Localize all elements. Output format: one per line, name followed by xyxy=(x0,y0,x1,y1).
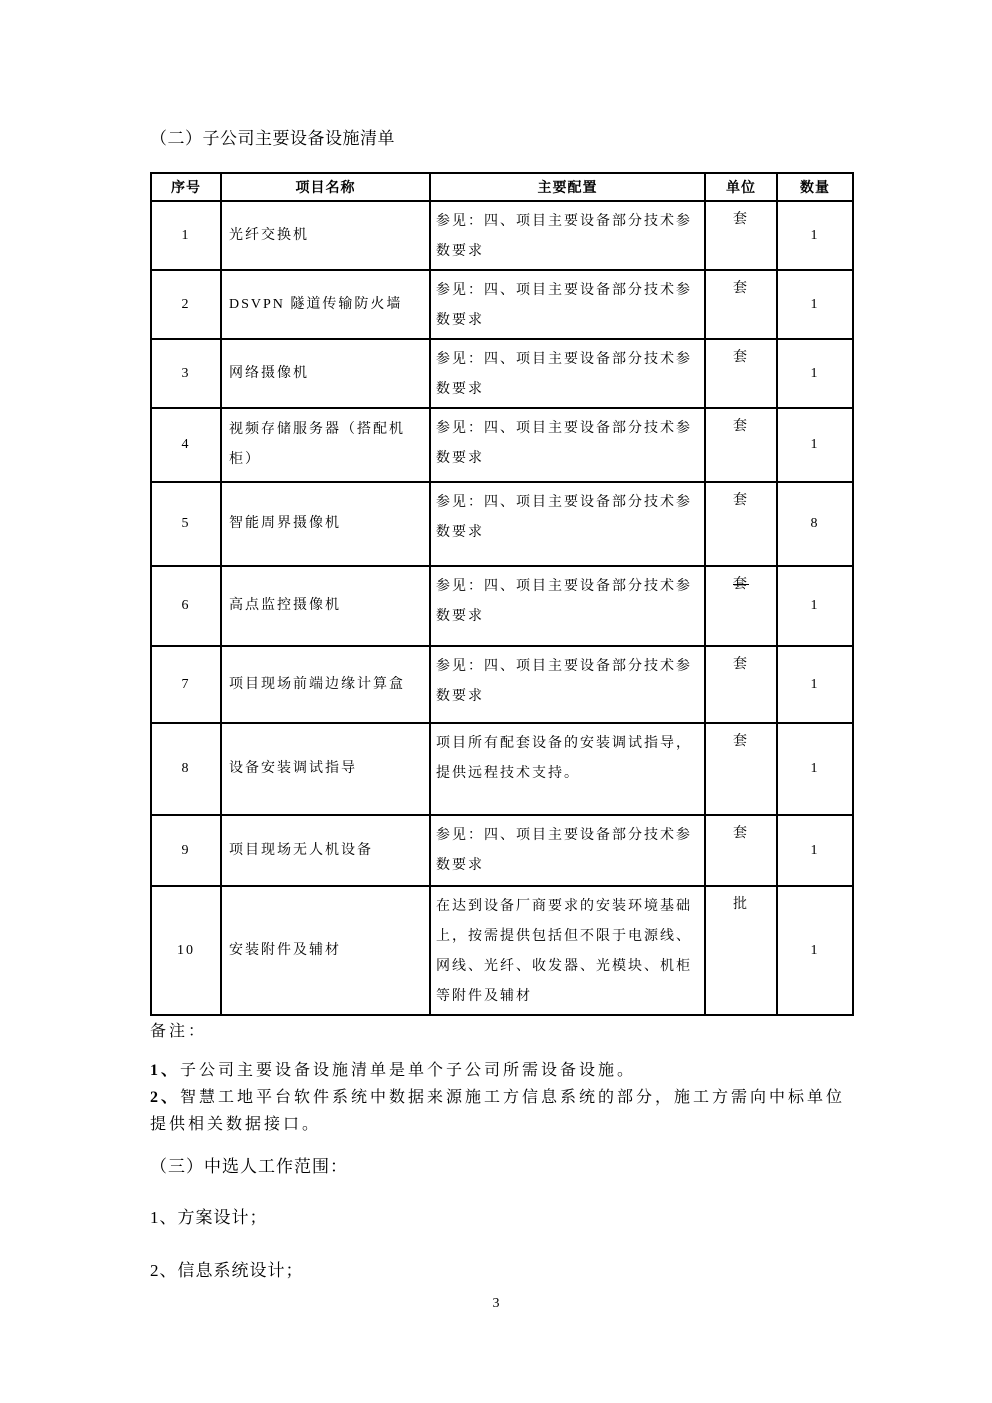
cell-main-config: 参见：四、项目主要设备部分技术参数要求 xyxy=(430,339,705,408)
note-number: 2、 xyxy=(150,1089,181,1106)
section-heading-scope: （三）中选人工作范围： xyxy=(150,1157,348,1176)
cell-item-name: 设备安装调试指导 xyxy=(221,723,430,815)
cell-item-name: 视频存储服务器（搭配机柜） xyxy=(221,408,430,482)
cell-quantity: 1 xyxy=(777,339,853,408)
cell-item-name: DSVPN 隧道传输防火墙 xyxy=(221,270,430,339)
cell-unit: 套 xyxy=(705,408,777,482)
table-row xyxy=(151,566,853,646)
cell-unit: 套 xyxy=(705,339,777,408)
cell-serial: 4 xyxy=(151,408,221,482)
cell-quantity: 1 xyxy=(777,723,853,815)
cell-unit: 套 xyxy=(705,270,777,339)
note-text: 子公司主要设备设施清单是单个子公司所需设备设施。 xyxy=(180,1062,637,1079)
cell-main-config: 项目所有配套设备的安装调试指导，提供远程技术支持。 xyxy=(430,723,705,815)
table-row xyxy=(151,482,853,566)
cell-serial: 7 xyxy=(151,646,221,723)
table-row xyxy=(151,408,853,482)
scope-item-1: 1、方案设计； xyxy=(150,1208,268,1227)
cell-main-config: 在达到设备厂商要求的安装环境基础上，按需提供包括但不限于电源线、网线、光纤、收发器、光模块、机柜等附件及辅材 xyxy=(430,886,705,1015)
cell-unit: 套 xyxy=(705,201,777,270)
cell-quantity: 1 xyxy=(777,815,853,886)
header-unit: 单位 xyxy=(705,173,777,201)
scope-item-2: 2、信息系统设计； xyxy=(150,1261,304,1280)
table-row xyxy=(151,815,853,886)
cell-item-name: 网络摄像机 xyxy=(221,339,430,408)
cell-item-name: 光纤交换机 xyxy=(221,201,430,270)
notes-label: 备注： xyxy=(150,1023,208,1040)
cell-item-name: 项目现场无人机设备 xyxy=(221,815,430,886)
notes-block xyxy=(150,1018,856,1138)
cell-unit: 套 xyxy=(705,566,777,646)
note-number: 1、 xyxy=(150,1062,181,1079)
cell-serial: 10 xyxy=(151,886,221,1015)
note-text: 智慧工地平台软件系统中数据来源施工方信息系统的部分，施工方需向中标单位提供相关数据接口。 xyxy=(150,1089,846,1133)
table-header-row xyxy=(151,173,853,201)
cell-quantity: 1 xyxy=(777,201,853,270)
page-number: 3 xyxy=(492,1296,500,1311)
note-item-2 xyxy=(150,1084,856,1138)
cell-serial: 6 xyxy=(151,566,221,646)
table-row xyxy=(151,886,853,1015)
cell-unit: 套 xyxy=(705,723,777,815)
cell-quantity: 1 xyxy=(777,646,853,723)
cell-item-name: 高点监控摄像机 xyxy=(221,566,430,646)
section-title: （二）子公司主要设备设施清单 xyxy=(150,129,395,148)
cell-main-config: 参见：四、项目主要设备部分技术参数要求 xyxy=(430,201,705,270)
cell-serial: 5 xyxy=(151,482,221,566)
cell-unit: 套 xyxy=(705,646,777,723)
cell-unit: 套 xyxy=(705,815,777,886)
cell-serial: 9 xyxy=(151,815,221,886)
header-item-name: 项目名称 xyxy=(221,173,430,201)
cell-main-config: 参见：四、项目主要设备部分技术参数要求 xyxy=(430,270,705,339)
cell-unit: 批 xyxy=(705,886,777,1015)
note-item-1 xyxy=(150,1057,856,1084)
cell-main-config: 参见：四、项目主要设备部分技术参数要求 xyxy=(430,408,705,482)
cell-quantity: 1 xyxy=(777,408,853,482)
cell-serial: 1 xyxy=(151,201,221,270)
cell-unit: 套 xyxy=(705,482,777,566)
cell-quantity: 8 xyxy=(777,482,853,566)
table-row xyxy=(151,201,853,270)
table-row xyxy=(151,270,853,339)
cell-main-config: 参见：四、项目主要设备部分技术参数要求 xyxy=(430,566,705,646)
cell-item-name: 项目现场前端边缘计算盒 xyxy=(221,646,430,723)
header-main-config: 主要配置 xyxy=(430,173,705,201)
cell-quantity: 1 xyxy=(777,886,853,1015)
table-row xyxy=(151,339,853,408)
cell-serial: 2 xyxy=(151,270,221,339)
header-quantity: 数量 xyxy=(777,173,853,201)
table-row xyxy=(151,723,853,815)
cell-serial: 8 xyxy=(151,723,221,815)
equipment-table xyxy=(150,172,854,1016)
header-serial: 序号 xyxy=(151,173,221,201)
cell-item-name: 智能周界摄像机 xyxy=(221,482,430,566)
cell-serial: 3 xyxy=(151,339,221,408)
cell-main-config: 参见：四、项目主要设备部分技术参数要求 xyxy=(430,482,705,566)
cell-item-name: 安装附件及辅材 xyxy=(221,886,430,1015)
cell-quantity: 1 xyxy=(777,270,853,339)
cell-main-config: 参见：四、项目主要设备部分技术参数要求 xyxy=(430,815,705,886)
cell-quantity: 1 xyxy=(777,566,853,646)
cell-main-config: 参见：四、项目主要设备部分技术参数要求 xyxy=(430,646,705,723)
table-row xyxy=(151,646,853,723)
